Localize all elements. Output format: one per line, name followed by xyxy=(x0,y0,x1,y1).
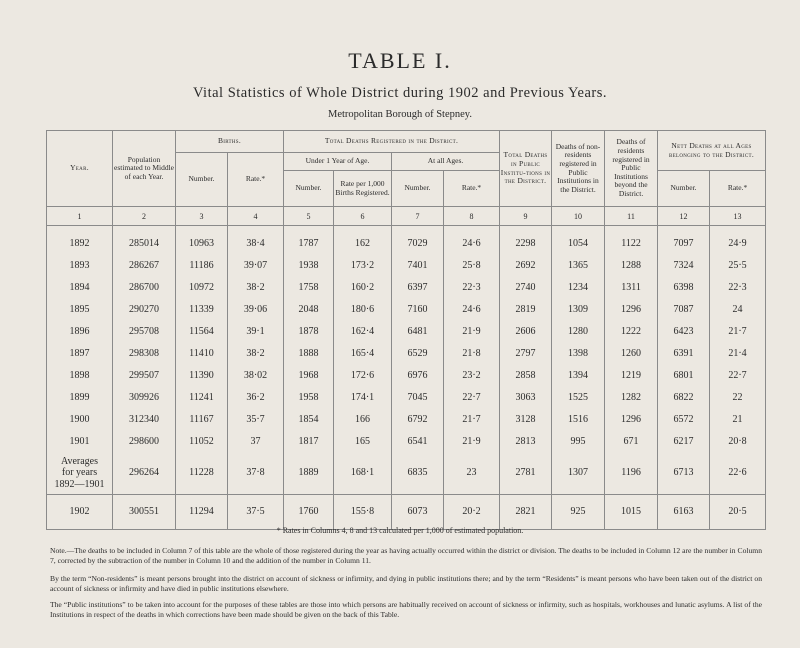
header-deaths-rate: Rate.* xyxy=(444,171,500,207)
cell-births: 11390 xyxy=(176,364,228,386)
cell-deaths: 6529 xyxy=(392,342,444,364)
cell-non-residents: 1398 xyxy=(552,342,605,364)
header-nett-deaths: Nett Deaths at all Ages belonging to the District. xyxy=(658,131,766,171)
cell-non-residents: 1394 xyxy=(552,364,605,386)
cell-public: 3128 xyxy=(500,408,552,430)
cell-nett: 6217 xyxy=(658,430,710,452)
cell-death-rate: 24·6 xyxy=(444,226,500,255)
cell-nett-rate: 25·5 xyxy=(710,254,766,276)
year-row xyxy=(47,364,766,386)
cell-non-residents: 1234 xyxy=(552,276,605,298)
cell-nett-rate: 21·4 xyxy=(710,342,766,364)
cell-non-residents: 995 xyxy=(552,430,605,452)
cell-nett: 6423 xyxy=(658,320,710,342)
rates-footnote: * Rates in Columns 4, 8 and 13 calculated per 1,000 of estimated population. xyxy=(276,526,524,535)
cell-population: 285014 xyxy=(113,226,176,255)
column-number: 5 xyxy=(284,207,334,226)
cell-deaths: 6397 xyxy=(392,276,444,298)
cell-nett: 6163 xyxy=(658,494,710,529)
cell-population: 295708 xyxy=(113,320,176,342)
cell-deaths: 7160 xyxy=(392,298,444,320)
cell-infant-rate: 166 xyxy=(334,408,392,430)
cell-deaths: 6835 xyxy=(392,452,444,494)
cell-births: 11228 xyxy=(176,452,228,494)
cell-births: 11410 xyxy=(176,342,228,364)
cell-death-rate: 20·2 xyxy=(444,494,500,529)
table-title: TABLE I. xyxy=(348,48,452,73)
cell-nett-rate: 22·7 xyxy=(710,364,766,386)
year-row xyxy=(47,254,766,276)
cell-birth-rate: 39·07 xyxy=(228,254,284,276)
cell-year: 1898 xyxy=(47,364,113,386)
cell-nett: 6801 xyxy=(658,364,710,386)
cell-birth-rate: 36·2 xyxy=(228,386,284,408)
cell-residents: 1296 xyxy=(605,298,658,320)
cell-non-residents: 1516 xyxy=(552,408,605,430)
cell-births: 10972 xyxy=(176,276,228,298)
cell-population: 299507 xyxy=(113,364,176,386)
cell-residents: 1122 xyxy=(605,226,658,255)
cell-nett-rate: 20·5 xyxy=(710,494,766,529)
cell-year: 1892 xyxy=(47,226,113,255)
cell-public: 2781 xyxy=(500,452,552,494)
header-non-residents: Deaths of non-residents registered in Public Institutions in the District. xyxy=(552,131,605,207)
cell-public: 2819 xyxy=(500,298,552,320)
column-number: 8 xyxy=(444,207,500,226)
cell-public: 2813 xyxy=(500,430,552,452)
cell-death-rate: 21·9 xyxy=(444,430,500,452)
header-nett-rate: Rate.* xyxy=(710,171,766,207)
cell-infant-rate: 162·4 xyxy=(334,320,392,342)
cell-year: 1893 xyxy=(47,254,113,276)
column-number: 2 xyxy=(113,207,176,226)
cell-public: 2692 xyxy=(500,254,552,276)
cell-infant-deaths: 1878 xyxy=(284,320,334,342)
note-paragraph: By the term “Non-residents” is meant persons brought into the district on account of sickness or infirmity, and dying in public institutions there; and by the term “Residents” is meant persons who have been taken out of the district on account of sickness or infirmity and have died in public institutions elsewhere. xyxy=(50,574,762,593)
cell-death-rate: 21·8 xyxy=(444,342,500,364)
cell-nett-rate: 21 xyxy=(710,408,766,430)
cell-population: 312340 xyxy=(113,408,176,430)
cell-infant-deaths: 1787 xyxy=(284,226,334,255)
year-row xyxy=(47,226,766,255)
column-number: 11 xyxy=(605,207,658,226)
cell-death-rate: 21·7 xyxy=(444,408,500,430)
cell-death-rate: 21·9 xyxy=(444,320,500,342)
cell-birth-rate: 37·5 xyxy=(228,494,284,529)
header-year: Year. xyxy=(47,131,113,207)
cell-death-rate: 22·3 xyxy=(444,276,500,298)
column-number: 13 xyxy=(710,207,766,226)
cell-infant-rate: 180·6 xyxy=(334,298,392,320)
column-numbers-row xyxy=(47,207,766,226)
cell-public: 2606 xyxy=(500,320,552,342)
cell-non-residents: 1365 xyxy=(552,254,605,276)
header-deaths-number: Number. xyxy=(392,171,444,207)
cell-infant-rate: 165 xyxy=(334,430,392,452)
cell-infant-deaths: 1854 xyxy=(284,408,334,430)
cell-year: 1897 xyxy=(47,342,113,364)
cell-infant-rate: 168·1 xyxy=(334,452,392,494)
cell-birth-rate: 37 xyxy=(228,430,284,452)
cell-infant-rate: 172·6 xyxy=(334,364,392,386)
cell-nett-rate: 20·8 xyxy=(710,430,766,452)
cell-infant-deaths: 1968 xyxy=(284,364,334,386)
cell-non-residents: 1307 xyxy=(552,452,605,494)
cell-nett-rate: 22·6 xyxy=(710,452,766,494)
column-number: 9 xyxy=(500,207,552,226)
cell-residents: 1311 xyxy=(605,276,658,298)
cell-births: 11339 xyxy=(176,298,228,320)
cell-nett-rate: 22 xyxy=(710,386,766,408)
cell-year: 1895 xyxy=(47,298,113,320)
cell-death-rate: 23 xyxy=(444,452,500,494)
cell-year: 1902 xyxy=(47,494,113,529)
cell-residents: 671 xyxy=(605,430,658,452)
year-row xyxy=(47,408,766,430)
year-1902-row xyxy=(47,494,766,529)
cell-residents: 1296 xyxy=(605,408,658,430)
cell-population: 290270 xyxy=(113,298,176,320)
cell-population: 300551 xyxy=(113,494,176,529)
cell-births: 11564 xyxy=(176,320,228,342)
cell-deaths: 7029 xyxy=(392,226,444,255)
cell-public: 3063 xyxy=(500,386,552,408)
header-population: Population estimated to Middle of each Year. xyxy=(113,131,176,207)
cell-birth-rate: 37·8 xyxy=(228,452,284,494)
cell-population: 286267 xyxy=(113,254,176,276)
cell-nett: 7324 xyxy=(658,254,710,276)
cell-non-residents: 925 xyxy=(552,494,605,529)
header-infant-rate: Rate per 1,000 Births Registered. xyxy=(334,171,392,207)
header-births-number: Number. xyxy=(176,153,228,207)
cell-births: 11186 xyxy=(176,254,228,276)
cell-public: 2298 xyxy=(500,226,552,255)
cell-births: 11241 xyxy=(176,386,228,408)
year-row xyxy=(47,386,766,408)
averages-label: Averages for years 1892—1901 xyxy=(47,452,113,494)
cell-nett: 7097 xyxy=(658,226,710,255)
cell-nett-rate: 21·7 xyxy=(710,320,766,342)
cell-infant-rate: 160·2 xyxy=(334,276,392,298)
note-paragraph: The “Public institutions” to be taken into account for the purposes of these tables are those into which persons are habitually received on account of sickness or infirmity, such as hospitals, workhouses and lunatic asylums. A list of the Institutions in respect of the deaths in which corrections have been made should be given on the back of this Table. xyxy=(50,600,762,619)
cell-deaths: 6541 xyxy=(392,430,444,452)
cell-births: 11294 xyxy=(176,494,228,529)
cell-infant-deaths: 1758 xyxy=(284,276,334,298)
cell-residents: 1282 xyxy=(605,386,658,408)
cell-year: 1899 xyxy=(47,386,113,408)
cell-residents: 1015 xyxy=(605,494,658,529)
cell-non-residents: 1525 xyxy=(552,386,605,408)
cell-year: 1894 xyxy=(47,276,113,298)
cell-year: 1901 xyxy=(47,430,113,452)
cell-death-rate: 25·8 xyxy=(444,254,500,276)
header-nett-number: Number. xyxy=(658,171,710,207)
header-births-rate: Rate.* xyxy=(228,153,284,207)
cell-infant-rate: 155·8 xyxy=(334,494,392,529)
cell-infant-deaths: 1889 xyxy=(284,452,334,494)
cell-nett: 6391 xyxy=(658,342,710,364)
cell-residents: 1222 xyxy=(605,320,658,342)
header-total-deaths: Total Deaths Registered in the District. xyxy=(284,131,500,153)
cell-infant-deaths: 1760 xyxy=(284,494,334,529)
cell-deaths: 6481 xyxy=(392,320,444,342)
column-number: 6 xyxy=(334,207,392,226)
cell-public: 2858 xyxy=(500,364,552,386)
cell-death-rate: 24·6 xyxy=(444,298,500,320)
header-all-ages: At all Ages. xyxy=(392,153,500,171)
cell-nett: 7087 xyxy=(658,298,710,320)
header-deaths-public-institutions: Total Deaths in Public Institu-tions in the District. xyxy=(500,131,552,207)
cell-infant-rate: 173·2 xyxy=(334,254,392,276)
cell-nett-rate: 22·3 xyxy=(710,276,766,298)
cell-non-residents: 1054 xyxy=(552,226,605,255)
cell-population: 298308 xyxy=(113,342,176,364)
cell-birth-rate: 39·06 xyxy=(228,298,284,320)
borough-name: Metropolitan Borough of Stepney. xyxy=(328,109,472,120)
cell-infant-deaths: 2048 xyxy=(284,298,334,320)
cell-residents: 1260 xyxy=(605,342,658,364)
column-number: 1 xyxy=(47,207,113,226)
cell-non-residents: 1280 xyxy=(552,320,605,342)
cell-population: 296264 xyxy=(113,452,176,494)
column-number: 7 xyxy=(392,207,444,226)
cell-population: 309926 xyxy=(113,386,176,408)
note-paragraph: Note.—The deaths to be included in Column 7 of this table are the whole of those registered during the year as having actually occurred within the district or division. The deaths to be included in Column 12 are the number in Column 7, corrected by the subtraction of the number in Column 10 and the addition of the number in Column 11. xyxy=(50,546,762,565)
table-subtitle: Vital Statistics of Whole District during 1902 and Previous Years. xyxy=(192,85,608,101)
cell-public: 2821 xyxy=(500,494,552,529)
cell-non-residents: 1309 xyxy=(552,298,605,320)
header-residents-beyond: Deaths of residents registered in Public Institutions beyond the District. xyxy=(605,131,658,207)
cell-births: 11167 xyxy=(176,408,228,430)
cell-nett: 6822 xyxy=(658,386,710,408)
column-number: 4 xyxy=(228,207,284,226)
cell-birth-rate: 38·2 xyxy=(228,276,284,298)
year-row xyxy=(47,342,766,364)
cell-public: 2797 xyxy=(500,342,552,364)
cell-infant-rate: 165·4 xyxy=(334,342,392,364)
cell-nett-rate: 24 xyxy=(710,298,766,320)
cell-births: 10963 xyxy=(176,226,228,255)
column-number: 3 xyxy=(176,207,228,226)
cell-population: 286700 xyxy=(113,276,176,298)
header-births: Births. xyxy=(176,131,284,153)
cell-public: 2740 xyxy=(500,276,552,298)
header-infant-number: Number. xyxy=(284,171,334,207)
cell-nett: 6713 xyxy=(658,452,710,494)
year-row xyxy=(47,320,766,342)
averages-row xyxy=(47,452,766,494)
cell-deaths: 6976 xyxy=(392,364,444,386)
cell-nett: 6572 xyxy=(658,408,710,430)
cell-death-rate: 23·2 xyxy=(444,364,500,386)
year-row xyxy=(47,430,766,452)
cell-deaths: 7401 xyxy=(392,254,444,276)
cell-residents: 1219 xyxy=(605,364,658,386)
cell-birth-rate: 38·02 xyxy=(228,364,284,386)
cell-death-rate: 22·7 xyxy=(444,386,500,408)
cell-infant-rate: 162 xyxy=(334,226,392,255)
cell-births: 11052 xyxy=(176,430,228,452)
cell-nett: 6398 xyxy=(658,276,710,298)
cell-deaths: 7045 xyxy=(392,386,444,408)
header-under-one: Under 1 Year of Age. xyxy=(284,153,392,171)
cell-deaths: 6792 xyxy=(392,408,444,430)
cell-nett-rate: 24·9 xyxy=(710,226,766,255)
cell-birth-rate: 38·4 xyxy=(228,226,284,255)
cell-infant-deaths: 1817 xyxy=(284,430,334,452)
cell-birth-rate: 39·1 xyxy=(228,320,284,342)
vital-statistics-table xyxy=(46,130,766,530)
cell-residents: 1196 xyxy=(605,452,658,494)
cell-population: 298600 xyxy=(113,430,176,452)
cell-infant-deaths: 1958 xyxy=(284,386,334,408)
column-number: 10 xyxy=(552,207,605,226)
cell-infant-deaths: 1888 xyxy=(284,342,334,364)
cell-deaths: 6073 xyxy=(392,494,444,529)
cell-birth-rate: 38·2 xyxy=(228,342,284,364)
year-row xyxy=(47,276,766,298)
column-number: 12 xyxy=(658,207,710,226)
cell-birth-rate: 35·7 xyxy=(228,408,284,430)
cell-residents: 1288 xyxy=(605,254,658,276)
cell-infant-rate: 174·1 xyxy=(334,386,392,408)
cell-year: 1900 xyxy=(47,408,113,430)
year-row xyxy=(47,298,766,320)
cell-infant-deaths: 1938 xyxy=(284,254,334,276)
cell-year: 1896 xyxy=(47,320,113,342)
